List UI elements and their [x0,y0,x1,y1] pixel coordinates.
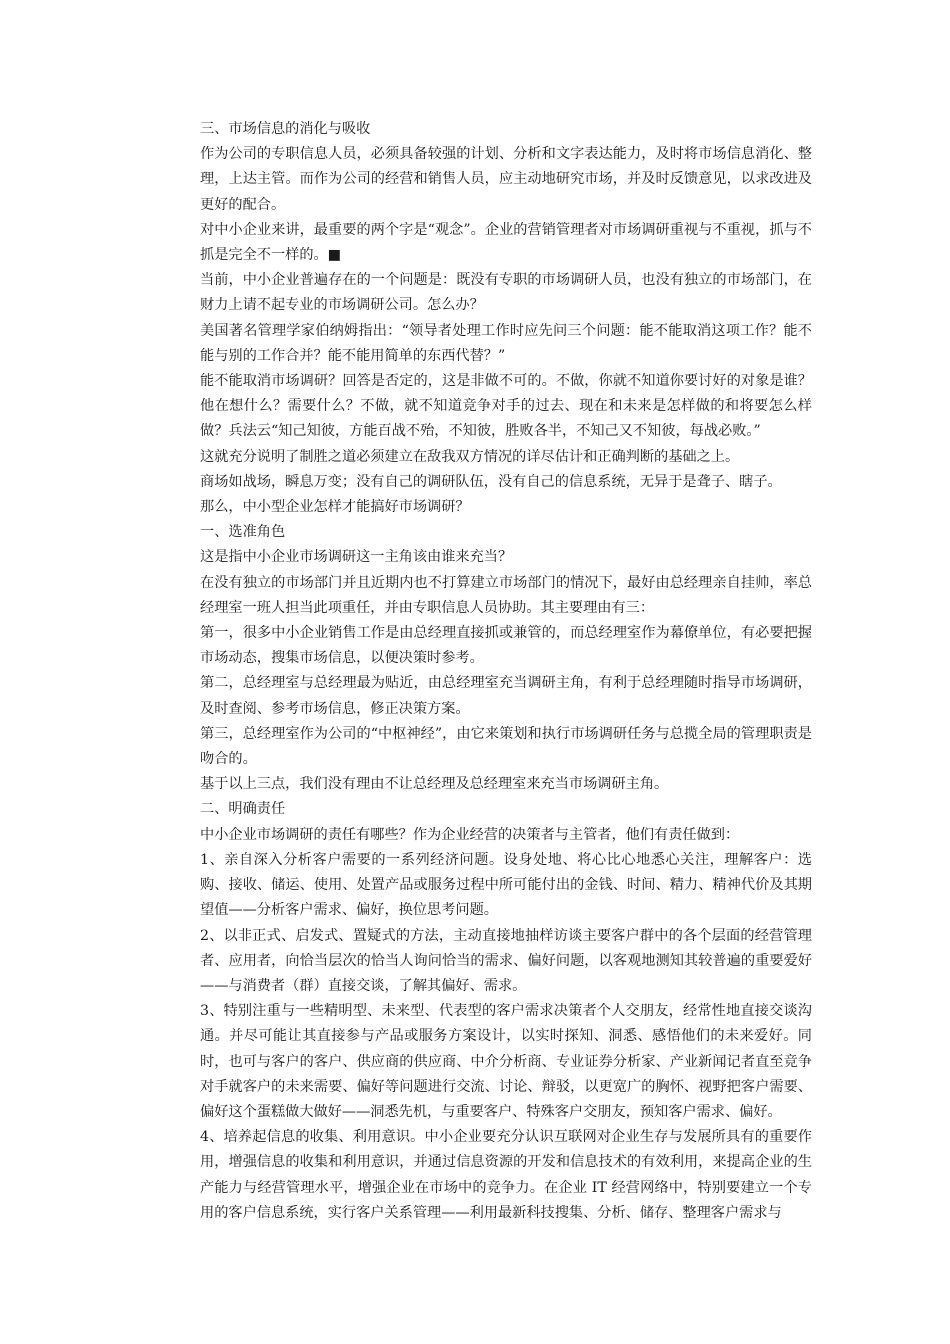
section-heading-3: 三、市场信息的消化与吸收 [200,121,371,137]
paragraph: 商场如战场，瞬息万变；没有自己的调研队伍，没有自己的信息系统，无异于是聋子、瞎子。 [200,473,782,490]
paragraph: 基于以上三点，我们没有理由不让总经理及总经理室来充当市场调研主角。 [200,776,669,793]
section-heading-1: 一、选准角色 [200,524,286,541]
paragraph: 能不能取消市场调研？回答是否定的，这是非做不可的。不做，你就不知道你要讨好的对象是谁？他在想什么？需要什么？不做，就不知道竞争对手的过去、现在和未来是怎样做的和将要怎么样做？兵法云“知己知彼，方能百战不殆，不知彼，胜败各半，不知己又不知彼，每战必败。” [200,373,812,440]
paragraph: 美国著名管理学家伯纳姆指出：“领导者处理工作时应先问三个问题：能不能取消这项工作？能不能与别的工作合并？能不能用简单的东西代替？” [200,322,812,364]
paragraph: 作为公司的专职信息人员，必须具备较强的计划、分析和文字表达能力，及时将市场信息消化、整理，上达主管。而作为公司的经营和销售人员，应主动地研究市场，并及时反馈意见，以求改进及更好的配合。 [200,146,812,213]
document-body [200,117,812,1226]
paragraph: 第一，很多中小企业销售工作是由总经理直接抓或兼管的，而总经理室作为幕僚单位，有必要把握市场动态，搜集市场信息，以便决策时参考。 [200,625,812,667]
paragraph: 当前，中小企业普遍存在的一个问题是：既没有专职的市场调研人员，也没有独立的市场部门，在财力上请不起专业的市场调研公司。怎么办？ [200,272,812,314]
list-item: 4、培养起信息的收集、利用意识。中小企业要充分认识互联网对企业生存与发展所具有的重要作用，增强信息的收集和利用意识，并通过信息资源的开发和信息技术的有效利用，来提高企业的生产能力与经营管理水平，增强企业在市场中的竞争力。在企业 IT 经营网络中，特别要建立一个专用的客户信息系统，实行客户关系管理——利用最新科技搜集、分析、储存、整理客户需求与 [200,1129,812,1221]
list-item: 3、特别注重与一些精明型、未来型、代表型的客户需求决策者个人交朋友，经常性地直接交谈沟通。并尽可能让其直接参与产品或服务方案设计，以实时探知、洞悉、感悟他们的未来爱好。同时，也可与客户的客户、供应商的供应商、中介分析商、专业证券分析家、产业新闻记者直至竞争对手就客户的未来需要、偏好等问题进行交流、讨论、辩驳，以更宽广的胸怀、视野把客户需要、偏好这个蛋糕做大做好——洞悉先机，与重要客户、特殊客户交朋友，预知客户需求、偏好。 [200,1003,812,1120]
paragraph: 第二，总经理室与总经理最为贴近，由总经理室充当调研主角，有利于总经理随时指导市场调研，及时查阅、参考市场信息，修正决策方案。 [200,675,812,717]
paragraph: 这就充分说明了制胜之道必须建立在敌我双方情况的详尽估计和正确判断的基础之上。 [200,448,740,465]
paragraph: 中小企业市场调研的责任有哪些？作为企业经营的决策者与主管者，他们有责任做到： [200,826,740,843]
list-item: 1、亲自深入分析客户需要的一系列经济问题。设身处地、将心比心地悉心关注，理解客户：选购、接收、储运、使用、处置产品或服务过程中所可能付出的金钱、时间、精力、精神代价及其期望值——分析客户需求、偏好，换位思考问题。 [200,851,812,919]
section-heading-2: 二、明确责任 [200,801,286,818]
paragraph: 第三，总经理室作为公司的“中枢神经”，由它来策划和执行市场调研任务与总揽全局的管理职责是吻合的。 [200,725,812,768]
paragraph: 在没有独立的市场部门并且近期内也不打算建立市场部门的情况下，最好由总经理亲自挂帅，率总经理室一班人担当此项重任，并由专职信息人员协助。其主要理由有三： [200,574,812,616]
paragraph: 对中小企业来讲，最重要的两个字是“观念”。企业的营销管理者对市场调研重视与不重视，抓与不抓是完全不一样的。■ [200,221,812,264]
paragraph: 那么，中小型企业怎样才能搞好市场调研？ [200,499,470,516]
list-item: 2、以非正式、启发式、置疑式的方法，主动直接地抽样访谈主要客户群中的各个层面的经营管理者、应用者，向恰当层次的恰当人询问恰当的需求、偏好问题，以客观地测知其较普遍的重要爱好——与消费者（群）直接交谈，了解其偏好、需求。 [200,927,812,994]
paragraph: 这是指中小企业市场调研这一主角该由谁来充当？ [200,549,513,566]
